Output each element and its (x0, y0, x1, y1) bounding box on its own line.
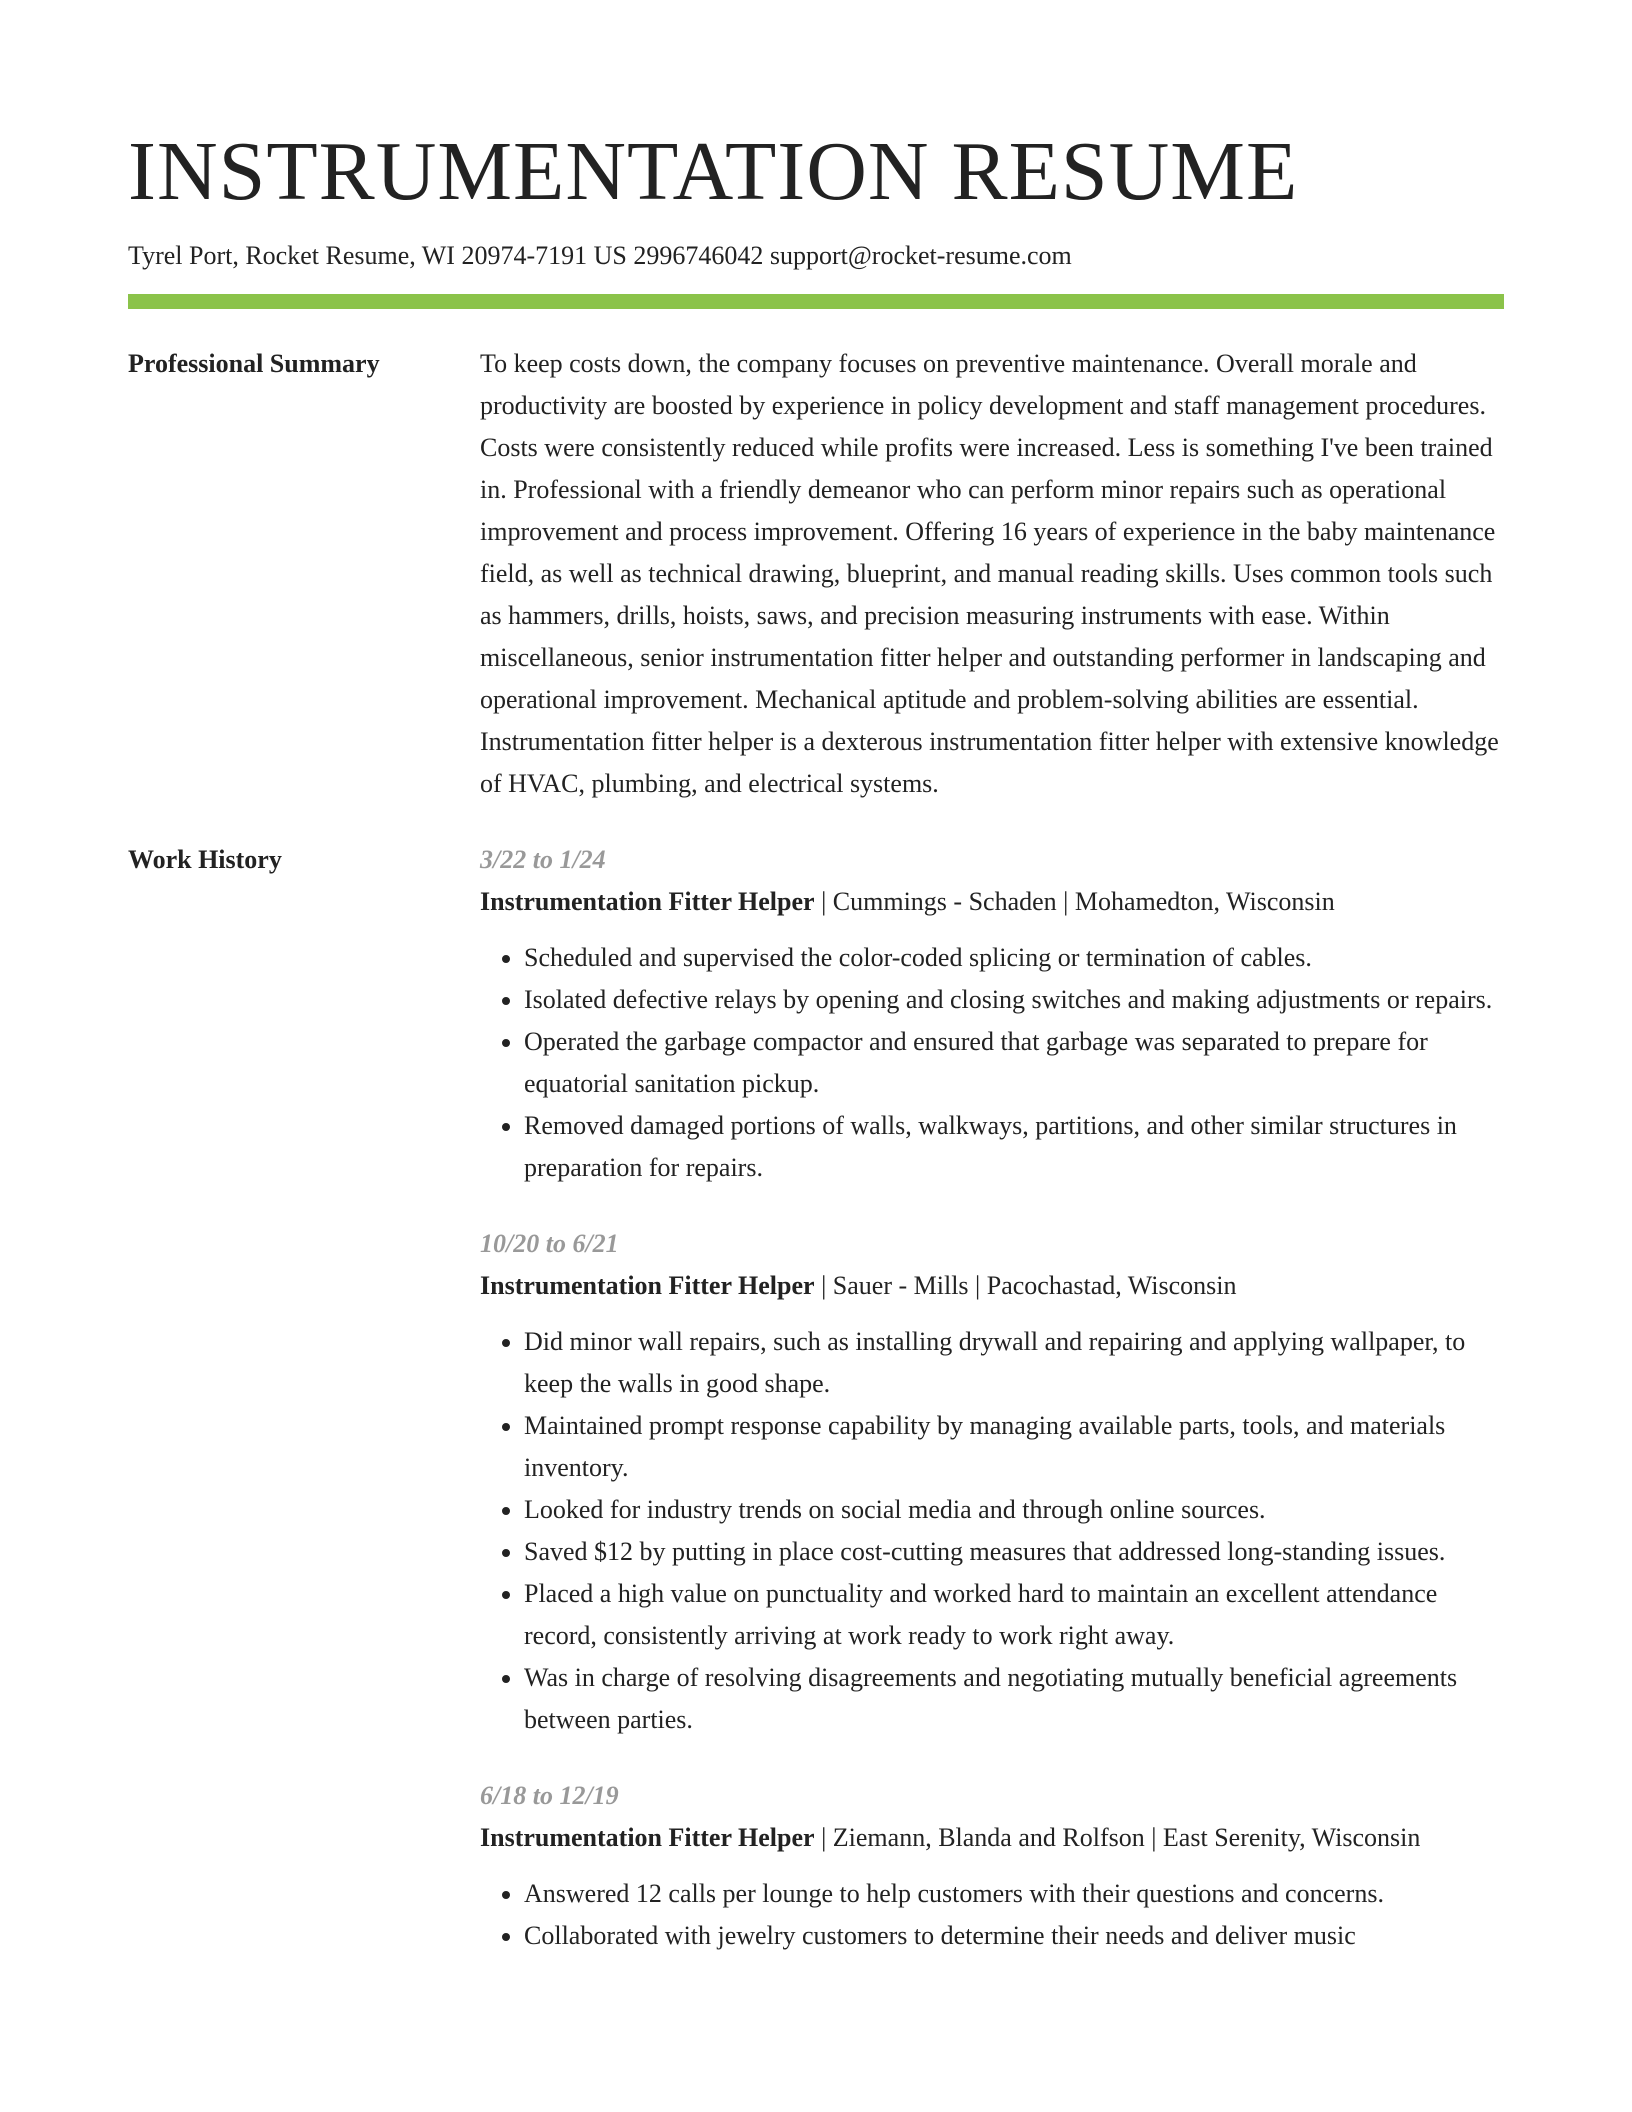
job-bullet: • Operated the garbage compactor and ensured that garbage was separated to prepare for equatorial sanitation pickup. (524, 1021, 1504, 1105)
job-title-line (480, 881, 1504, 923)
job-dates: 10/20 to 6/21 (480, 1229, 619, 1258)
job-bullet-list (480, 937, 1504, 1189)
job-title: Instrumentation Fitter Helper (480, 1271, 815, 1300)
resume-title: INSTRUMENTATION RESUME (128, 125, 1299, 218)
job-bullet: • Scheduled and supervised the color-coded splicing or termination of cables. (524, 937, 1504, 979)
resume-page (128, 118, 1504, 1991)
professional-summary-section (128, 343, 1504, 805)
summary-text: To keep costs down, the company focuses on preventive maintenance. Overall morale and productivity are boosted by experience in policy development and staff management procedures. Costs were consistently reduced while profits were increased. Less is something I've been trained in. Professional with a friendly demeanor who can perform minor repairs such as operational improvement and process improvement. Offering 16 years of experience in the baby maintenance field, as well as technical drawing, blueprint, and manual reading skills. Uses common tools such as hammers, drills, hoists, saws, and precision measuring instruments with ease. Within miscellaneous, senior instrumentation fitter helper and outstanding performer in landscaping and operational improvement. Mechanical aptitude and problem-solving abilities are essential. Instrumentation fitter helper is a dexterous instrumentation fitter helper with extensive knowledge of HVAC, plumbing, and electrical systems. (480, 349, 1499, 798)
work-history-section (128, 839, 1504, 1991)
job-bullet: • Saved $12 by putting in place cost-cutting measures that addressed long-standing issues. (524, 1531, 1504, 1573)
contact-line: Tyrel Port, Rocket Resume, WI 20974-7191 US 2996746042 support@rocket-resume.com (128, 241, 1072, 270)
job-entry (480, 839, 1504, 1189)
job-bullet: • Did minor wall repairs, such as installing drywall and repairing and applying wallpaper, to keep the walls in good shape. (524, 1321, 1504, 1405)
job-entry (480, 1223, 1504, 1741)
job-list (480, 839, 1504, 1991)
job-dates: 6/18 to 12/19 (480, 1781, 619, 1810)
job-employer-location: | Ziemann, Blanda and Rolfson | East Serenity, Wisconsin (814, 1823, 1421, 1852)
job-bullet: • Placed a high value on punctuality and worked hard to maintain an excellent attendance record, consistently arriving at work ready to work right away. (524, 1573, 1504, 1657)
job-employer-location: | Cummings - Schaden | Mohamedton, Wisconsin (814, 887, 1335, 916)
section-label-work-history: Work History (128, 845, 282, 874)
job-title: Instrumentation Fitter Helper (480, 1823, 815, 1852)
job-bullet: • Maintained prompt response capability by managing available parts, tools, and materials inventory. (524, 1405, 1504, 1489)
job-employer-location: | Sauer - Mills | Pacochastad, Wisconsin (814, 1271, 1237, 1300)
accent-divider (128, 294, 1504, 309)
job-bullet: • Was in charge of resolving disagreements and negotiating mutually beneficial agreements between parties. (524, 1657, 1504, 1741)
job-bullet: • Looked for industry trends on social media and through online sources. (524, 1489, 1504, 1531)
job-title: Instrumentation Fitter Helper (480, 887, 815, 916)
section-label-summary: Professional Summary (128, 349, 380, 378)
job-bullet: • Answered 12 calls per lounge to help customers with their questions and concerns. (524, 1873, 1504, 1915)
job-bullet-list (480, 1873, 1504, 1957)
job-title-line (480, 1265, 1504, 1307)
job-dates: 3/22 to 1/24 (480, 845, 606, 874)
job-bullet: • Removed damaged portions of walls, walkways, partitions, and other similar structures in preparation for repairs. (524, 1105, 1504, 1189)
job-bullet: • Collaborated with jewelry customers to determine their needs and deliver music (524, 1915, 1504, 1957)
job-title-line (480, 1817, 1504, 1859)
job-bullet: • Isolated defective relays by opening and closing switches and making adjustments or repairs. (524, 979, 1504, 1021)
job-bullet-list (480, 1321, 1504, 1741)
job-entry (480, 1775, 1504, 1957)
